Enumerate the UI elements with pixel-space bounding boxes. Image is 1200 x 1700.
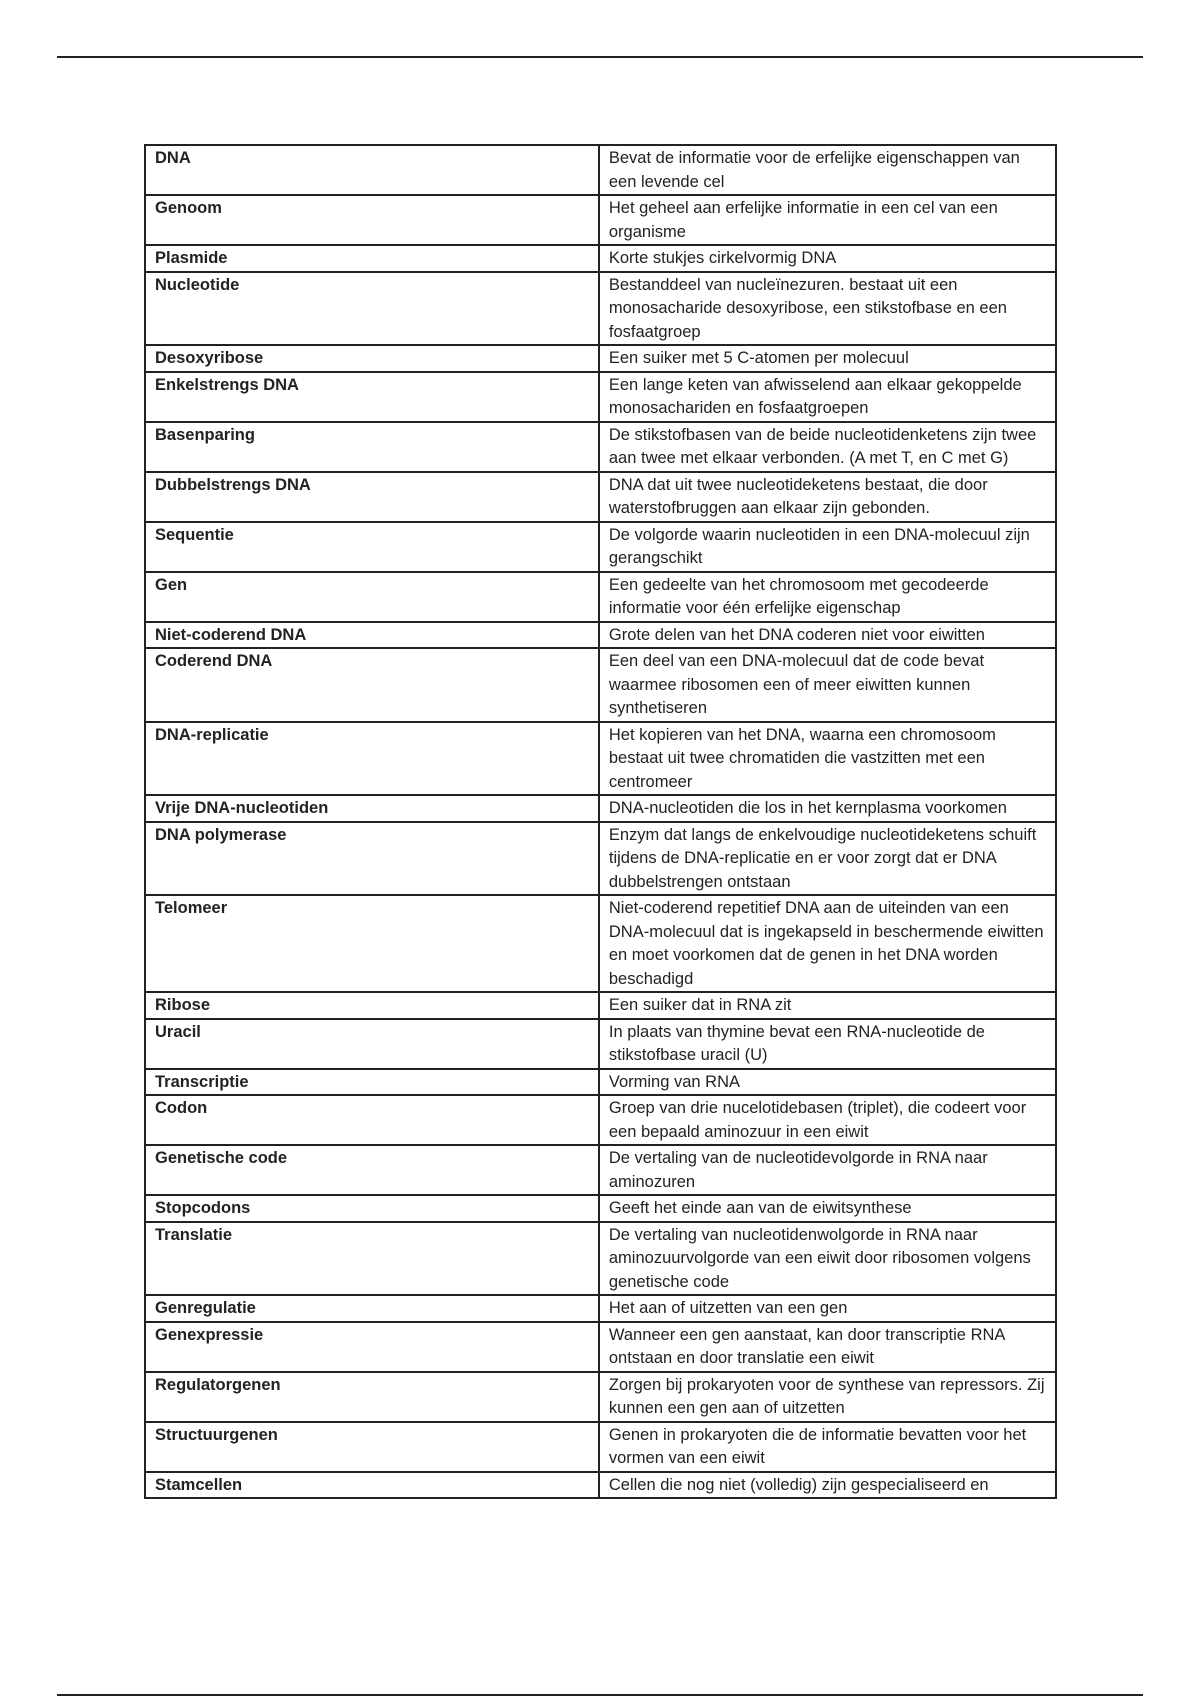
term-cell: Structuurgenen xyxy=(145,1422,599,1472)
table-row xyxy=(145,522,1056,572)
glossary-table xyxy=(144,144,1057,1499)
term-cell: Genregulatie xyxy=(145,1295,599,1322)
definition-cell: Een gedeelte van het chromosoom met gecodeerde informatie voor één erfelijke eigenschap xyxy=(599,572,1056,622)
definition-cell: Korte stukjes cirkelvormig DNA xyxy=(599,245,1056,272)
definition-cell: Bevat de informatie voor de erfelijke eigenschappen van een levende cel xyxy=(599,145,1056,195)
term-cell: Sequentie xyxy=(145,522,599,572)
term-cell: DNA polymerase xyxy=(145,822,599,896)
table-row xyxy=(145,372,1056,422)
term-cell: Transcriptie xyxy=(145,1069,599,1096)
table-row xyxy=(145,992,1056,1019)
term-cell: Stopcodons xyxy=(145,1195,599,1222)
definition-cell: Het geheel aan erfelijke informatie in een cel van een organisme xyxy=(599,195,1056,245)
table-row xyxy=(145,195,1056,245)
definition-cell: Een suiker met 5 C-atomen per molecuul xyxy=(599,345,1056,372)
table-row xyxy=(145,272,1056,346)
table-row xyxy=(145,1295,1056,1322)
definition-cell: Een lange keten van afwisselend aan elkaar gekoppelde monosachariden en fosfaatgroepen xyxy=(599,372,1056,422)
term-cell: Vrije DNA-nucleotiden xyxy=(145,795,599,822)
definition-cell: Grote delen van het DNA coderen niet voor eiwitten xyxy=(599,622,1056,649)
term-cell: Uracil xyxy=(145,1019,599,1069)
table-row xyxy=(145,722,1056,796)
term-cell: Nucleotide xyxy=(145,272,599,346)
definition-cell: DNA-nucleotiden die los in het kernplasma voorkomen xyxy=(599,795,1056,822)
definition-cell: De vertaling van nucleotidenwolgorde in RNA naar aminozuurvolgorde van een eiwit door ribosomen volgens genetische code xyxy=(599,1222,1056,1296)
definition-cell: Niet-coderend repetitief DNA aan de uiteinden van een DNA-molecuul dat is ingekapseld in beschermende eiwitten en moet voorkomen dat de genen in het DNA worden beschadigd xyxy=(599,895,1056,992)
table-row xyxy=(145,1322,1056,1372)
table-row xyxy=(145,1222,1056,1296)
definition-cell: DNA dat uit twee nucleotideketens bestaat, die door waterstofbruggen aan elkaar zijn gebonden. xyxy=(599,472,1056,522)
term-cell: Desoxyribose xyxy=(145,345,599,372)
term-cell: Genoom xyxy=(145,195,599,245)
definition-cell: De volgorde waarin nucleotiden in een DNA-molecuul zijn gerangschikt xyxy=(599,522,1056,572)
definition-cell: Geeft het einde aan van de eiwitsynthese xyxy=(599,1195,1056,1222)
table-row xyxy=(145,572,1056,622)
definition-cell: Groep van drie nucelotidebasen (triplet), die codeert voor een bepaald aminozuur in een eiwit xyxy=(599,1095,1056,1145)
glossary-table-body xyxy=(145,145,1056,1498)
term-cell: Genexpressie xyxy=(145,1322,599,1372)
term-cell: Dubbelstrengs DNA xyxy=(145,472,599,522)
term-cell: Telomeer xyxy=(145,895,599,992)
term-cell: DNA-replicatie xyxy=(145,722,599,796)
header-rule xyxy=(57,56,1143,58)
table-row xyxy=(145,895,1056,992)
table-row xyxy=(145,822,1056,896)
definition-cell: In plaats van thymine bevat een RNA-nucleotide de stikstofbase uracil (U) xyxy=(599,1019,1056,1069)
term-cell: Plasmide xyxy=(145,245,599,272)
term-cell: Enkelstrengs DNA xyxy=(145,372,599,422)
definition-cell: Het aan of uitzetten van een gen xyxy=(599,1295,1056,1322)
table-row xyxy=(145,1095,1056,1145)
table-row xyxy=(145,1069,1056,1096)
definition-cell: Genen in prokaryoten die de informatie bevatten voor het vormen van een eiwit xyxy=(599,1422,1056,1472)
definition-cell: Cellen die nog niet (volledig) zijn gespecialiseerd en xyxy=(599,1472,1056,1499)
footer-rule xyxy=(57,1694,1143,1696)
table-row xyxy=(145,1372,1056,1422)
table-row xyxy=(145,422,1056,472)
term-cell: Regulatorgenen xyxy=(145,1372,599,1422)
definition-cell: Een suiker dat in RNA zit xyxy=(599,992,1056,1019)
table-row xyxy=(145,1472,1056,1499)
definition-cell: De vertaling van de nucleotidevolgorde in RNA naar aminozuren xyxy=(599,1145,1056,1195)
term-cell: DNA xyxy=(145,145,599,195)
term-cell: Codon xyxy=(145,1095,599,1145)
definition-cell: Vorming van RNA xyxy=(599,1069,1056,1096)
table-row xyxy=(145,1422,1056,1472)
term-cell: Niet-coderend DNA xyxy=(145,622,599,649)
table-row xyxy=(145,1195,1056,1222)
definition-cell: Zorgen bij prokaryoten voor de synthese van repressors. Zij kunnen een gen aan of uitzetten xyxy=(599,1372,1056,1422)
table-row xyxy=(145,345,1056,372)
definition-cell: Enzym dat langs de enkelvoudige nucleotideketens schuift tijdens de DNA-replicatie en er voor zorgt dat er DNA dubbelstrengen ontstaan xyxy=(599,822,1056,896)
table-row xyxy=(145,648,1056,722)
table-row xyxy=(145,795,1056,822)
term-cell: Gen xyxy=(145,572,599,622)
table-row xyxy=(145,1145,1056,1195)
table-row xyxy=(145,472,1056,522)
term-cell: Basenparing xyxy=(145,422,599,472)
definition-cell: De stikstofbasen van de beide nucleotidenketens zijn twee aan twee met elkaar verbonden. (A met T, en C met G) xyxy=(599,422,1056,472)
table-row xyxy=(145,622,1056,649)
definition-cell: Een deel van een DNA-molecuul dat de code bevat waarmee ribosomen een of meer eiwitten kunnen synthetiseren xyxy=(599,648,1056,722)
term-cell: Ribose xyxy=(145,992,599,1019)
table-row xyxy=(145,145,1056,195)
definition-cell: Het kopieren van het DNA, waarna een chromosoom bestaat uit twee chromatiden die vastzitten met een centromeer xyxy=(599,722,1056,796)
term-cell: Stamcellen xyxy=(145,1472,599,1499)
term-cell: Coderend DNA xyxy=(145,648,599,722)
definition-cell: Wanneer een gen aanstaat, kan door transcriptie RNA ontstaan en door translatie een eiwit xyxy=(599,1322,1056,1372)
table-row xyxy=(145,245,1056,272)
definition-cell: Bestanddeel van nucleïnezuren. bestaat uit een monosacharide desoxyribose, een stikstofbase en een fosfaatgroep xyxy=(599,272,1056,346)
term-cell: Genetische code xyxy=(145,1145,599,1195)
table-row xyxy=(145,1019,1056,1069)
term-cell: Translatie xyxy=(145,1222,599,1296)
